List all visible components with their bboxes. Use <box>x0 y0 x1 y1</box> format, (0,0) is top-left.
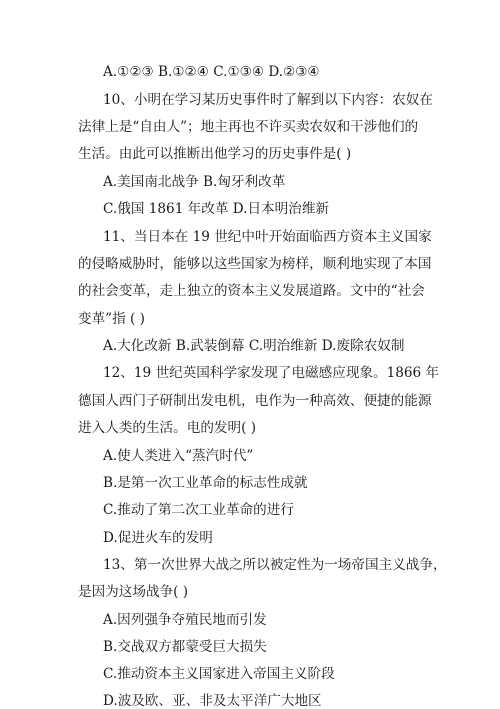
q12-option-d: D.促进火车的发明 <box>103 530 213 546</box>
q12-option-b: B.是第一次工业革命的标志性成就 <box>103 475 308 491</box>
q11-stem-line-1: 11、当日本在 19 世纪中叶开始面临西方资本主义国家 <box>103 229 432 245</box>
q10-options-ab: A.美国南北战争 B.匈牙利改革 <box>103 174 286 190</box>
q11-stem-line-4: 变革”指 ( ) <box>78 311 145 327</box>
q12-option-a: A.使人类进入“蒸汽时代” <box>103 448 254 464</box>
q13-option-a: A.因列强争夺殖民地而引发 <box>103 612 267 628</box>
q12-stem-line-2: 德国人西门子研制出发电机，电作为一种高效、便捷的能源 <box>78 393 432 409</box>
q11-options: A.大化改新 B.武装倒幕 C.明治维新 D.废除农奴制 <box>103 338 405 354</box>
q12-stem-line-3: 进入人类的生活。电的发明( ) <box>78 420 257 436</box>
q10-stem-line-2: 法律上是“自由人”；地主再也不许买卖农奴和干涉他们的 <box>78 119 419 135</box>
q12-option-c: C.推动了第二次工业革命的进行 <box>103 502 294 518</box>
q10-options-cd: C.俄国 1861 年改革 D.日本明治维新 <box>103 201 330 217</box>
q12-stem-line-1: 12、19 世纪英国科学家发现了电磁感应现象。1866 年 <box>103 365 440 381</box>
q11-stem-line-2: 的侵略威胁时，能够以这些国家为榜样，顺利地实现了本国 <box>78 256 432 272</box>
q10-stem-line-1: 10、小明在学习某历史事件时了解到以下内容：农奴在 <box>103 92 433 108</box>
q9-options: A.①②③ B.①②④ C.①③④ D.②③④ <box>103 64 320 80</box>
q13-option-d: D.波及欧、亚、非及太平洋广大地区 <box>103 693 322 709</box>
q11-stem-line-3: 的社会变革，走上独立的资本主义发展道路。文中的“社会 <box>78 283 425 299</box>
q13-stem-line-1: 13、第一次世界大战之所以被定性为一场帝国主义战争， <box>103 557 447 573</box>
q10-stem-line-3: 生活。由此可以推断出他学习的历史事件是( ) <box>78 146 352 162</box>
q13-option-b: B.交战双方都蒙受巨大损失 <box>103 639 267 655</box>
q13-option-c: C.推动资本主义国家进入帝国主义阶段 <box>103 666 335 682</box>
q13-stem-line-2: 是因为这场战争( ) <box>78 584 189 600</box>
